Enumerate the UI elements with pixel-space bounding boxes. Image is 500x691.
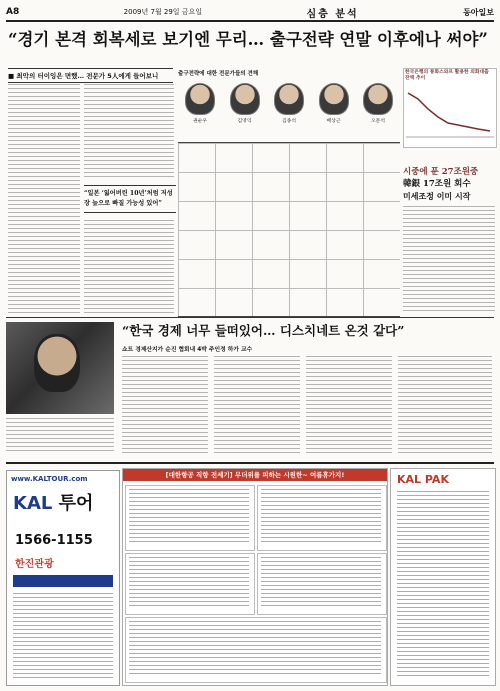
expert-name: 김종석: [282, 119, 296, 124]
portrait-photo: [319, 83, 349, 115]
kal-tour-ad[interactable]: [6, 470, 120, 686]
expert-name: 배상근: [326, 119, 341, 124]
expert-name: 김영익: [237, 119, 252, 124]
ad-details: [129, 557, 249, 609]
article-column-2: [84, 84, 174, 180]
ad-phone: 1566-1155: [15, 533, 93, 548]
brand-kal: KAL: [13, 493, 53, 514]
ad-details: [129, 621, 381, 677]
paper-name: 동아일보: [463, 7, 494, 17]
pull-quote: “일본 ‘잃어버린 10년’처럼 저성장 늪으로 빠질 가능성 있어”: [84, 185, 176, 213]
ad-strip: [13, 575, 113, 587]
right-column-text: [403, 206, 495, 314]
ad-brand: KAL PAK: [397, 473, 449, 486]
expert-portrait: [269, 83, 309, 131]
section-title: 심층 분석: [306, 8, 359, 20]
ad-url: www.KALTOUR.com: [11, 475, 88, 483]
portrait-photo: [185, 83, 215, 115]
masthead: [6, 4, 494, 22]
ad-company: 한진관광: [15, 559, 54, 570]
article-column-1: [8, 84, 80, 314]
expert-opinion-table: [178, 142, 400, 317]
ad-details: [13, 593, 113, 679]
ad-details: [261, 557, 381, 609]
article-subhead: ■ 최악의 터이잉은 면했… 전문가 5人에게 들어보니: [8, 68, 173, 83]
story2-column-2: [214, 356, 300, 456]
photo-caption: [6, 418, 114, 454]
expert-name: 오문석: [371, 119, 385, 124]
right-column-headline: [403, 166, 497, 202]
main-headline: “경기 본격 회복세로 보기엔 무리… 출구전략 연말 이후에나 써야”: [8, 30, 488, 49]
portrait-photo: [363, 83, 393, 115]
page-number: A8: [6, 7, 20, 17]
headline-line-1: 시중에 푼 27조원중: [403, 167, 479, 177]
portrait-photo: [274, 83, 304, 115]
ad-details: [129, 489, 249, 545]
interview-photo: [6, 322, 114, 414]
ad-details: [261, 489, 381, 545]
advertisement-area: [6, 462, 494, 686]
expert-portrait: [180, 83, 220, 131]
headline-line-2: 韓銀 17조원 회수: [403, 179, 471, 189]
ad-banner: [대한항공 직항 전세기] 무더위를 피하는 시원한~ 여름휴가지!: [123, 469, 387, 481]
section-divider: [6, 317, 494, 318]
panel-title: 출구전략에 대한 전문가들의 견해: [178, 71, 259, 77]
expert-portrait: [314, 83, 354, 131]
summer-package-ad[interactable]: [122, 468, 388, 686]
second-headline: “한국 경제 너무 들떠있어… 디스치네트 온것 같다”: [122, 323, 405, 338]
expert-portraits: [180, 83, 398, 131]
balance-line: [408, 93, 490, 131]
ad-brand: [13, 489, 93, 515]
ad-details: [397, 491, 489, 677]
expert-name: 권순우: [193, 119, 207, 124]
expert-portrait: [225, 83, 265, 131]
portrait-photo: [230, 83, 260, 115]
second-subhead: 쇼트 경제산지가 순진 협회내 4박 주인정 하가 교수: [122, 347, 253, 353]
story2-column-4: [398, 356, 492, 456]
kal-pak-ad[interactable]: [390, 468, 496, 686]
brand-tour: 투어: [52, 493, 94, 514]
chart-title: 한국은행의 통화스와프 활용한 외화대출 잔액 추이: [405, 70, 489, 81]
article-column-3: [84, 220, 174, 314]
headline-line-3: 미세조정 이미 시작: [403, 191, 471, 201]
issue-date: 2009년 7월 29일 금요일: [123, 8, 203, 16]
story2-column-1: [122, 356, 208, 456]
story2-column-3: [306, 356, 392, 456]
expert-portrait: [358, 83, 398, 131]
